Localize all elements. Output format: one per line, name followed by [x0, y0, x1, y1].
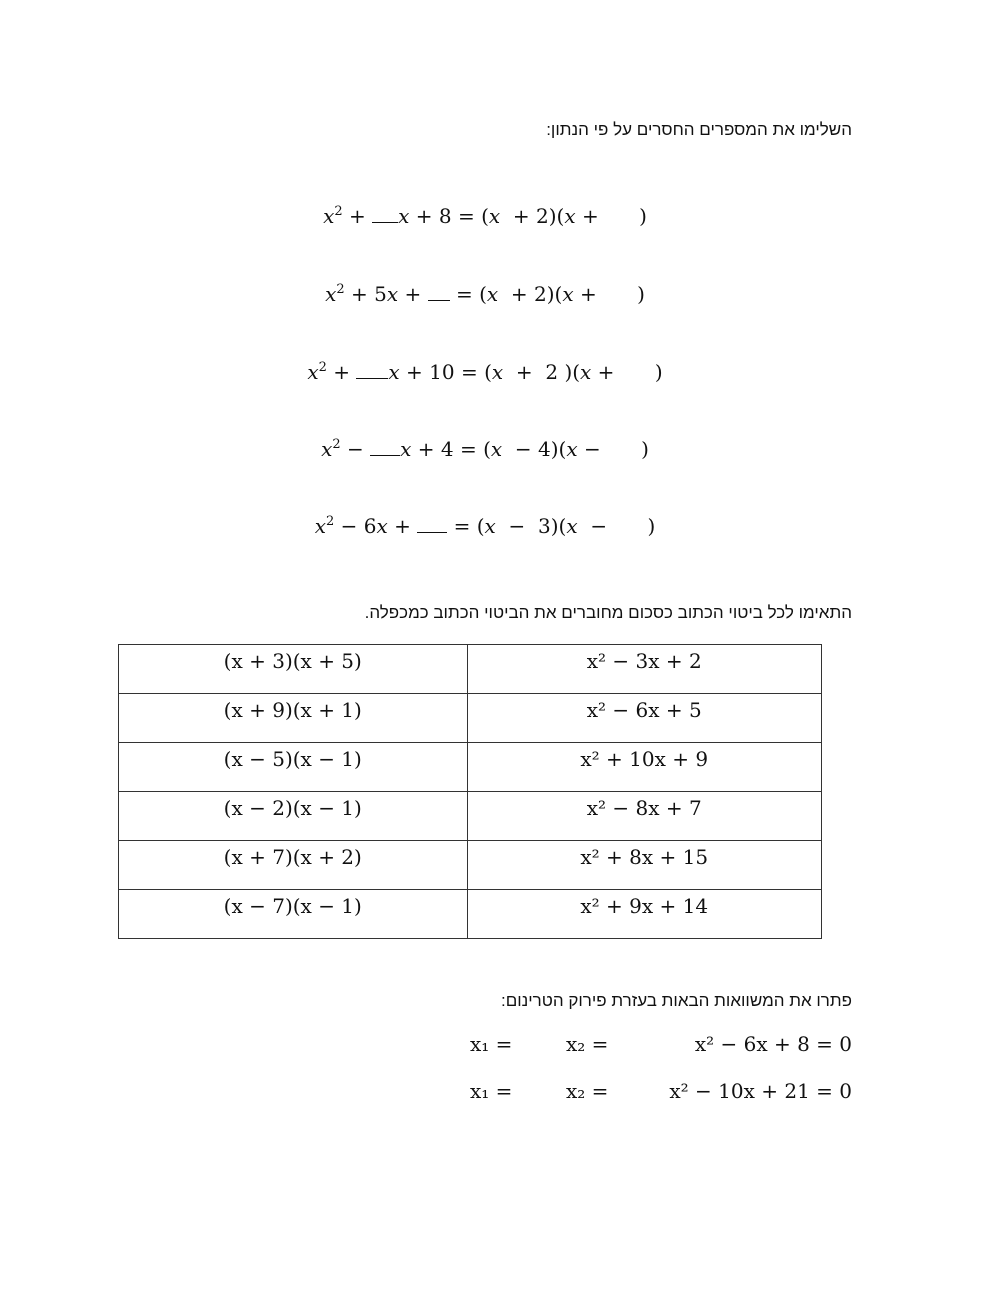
table-row — [119, 792, 822, 841]
fill-equation-5: $x^2 - 6x$ + = (x − 3)(x − ) — [314, 514, 656, 538]
table-row — [119, 645, 822, 694]
section2-heading: התאימו לכל ביטוי הכתוב כסכום מחוברים את הביטוי הכתוב כמכפלה. — [364, 603, 852, 622]
matching-table — [118, 644, 822, 939]
section3-heading: פתרו את המשוואות הבאות בעזרת פירוק הטרינום: — [500, 991, 852, 1010]
fill-equation-1: $x^2 + x + 8 = (x + 2)(x$ + ) — [323, 204, 647, 228]
factored-expression[interactable]: (x − 5)(x − 1) — [119, 743, 468, 792]
answer-blank[interactable] — [372, 208, 398, 223]
x2-answer-field[interactable]: x₂ = — [566, 1079, 609, 1103]
answer-blank[interactable] — [356, 364, 388, 379]
section1-heading: השלימו את המספרים החסרים על פי הנתון: — [546, 120, 852, 139]
answer-blank[interactable] — [370, 441, 400, 456]
solve-equation-2 — [440, 1079, 852, 1109]
x1-answer-field[interactable]: x₁ = — [470, 1079, 513, 1103]
fill-equation-4: $x^2 - x + 4 = (x - 4)(x$ − ) — [321, 437, 649, 461]
quadratic-equation: x² − 6x + 8 = 0 — [694, 1032, 852, 1056]
table-row — [119, 890, 822, 939]
fill-equation-2: $x^2 + 5x$ + = (x + 2)(x + ) — [325, 282, 645, 306]
expanded-expression[interactable]: x² − 8x + 7 — [467, 792, 821, 841]
table-row — [119, 694, 822, 743]
table-row — [119, 743, 822, 792]
factored-expression[interactable]: (x − 7)(x − 1) — [119, 890, 468, 939]
expanded-expression[interactable]: x² + 9x + 14 — [467, 890, 821, 939]
expanded-expression[interactable]: x² + 10x + 9 — [467, 743, 821, 792]
fill-equation-3: $x^2 + x + 10 = (x + 2$ )(x + ) — [307, 360, 663, 384]
x1-answer-field[interactable]: x₁ = — [470, 1032, 513, 1056]
factored-expression[interactable]: (x + 7)(x + 2) — [119, 841, 468, 890]
expanded-expression[interactable]: x² − 3x + 2 — [467, 645, 821, 694]
factored-expression[interactable]: (x + 3)(x + 5) — [119, 645, 468, 694]
factored-expression[interactable]: (x + 9)(x + 1) — [119, 694, 468, 743]
expanded-expression[interactable]: x² − 6x + 5 — [467, 694, 821, 743]
factored-expression[interactable]: (x − 2)(x − 1) — [119, 792, 468, 841]
x2-answer-field[interactable]: x₂ = — [566, 1032, 609, 1056]
quadratic-equation: x² − 10x + 21 = 0 — [669, 1079, 852, 1103]
solve-equation-1 — [440, 1032, 852, 1062]
answer-blank[interactable] — [417, 518, 447, 533]
expanded-expression[interactable]: x² + 8x + 15 — [467, 841, 821, 890]
table-row — [119, 841, 822, 890]
answer-blank[interactable] — [428, 286, 450, 301]
